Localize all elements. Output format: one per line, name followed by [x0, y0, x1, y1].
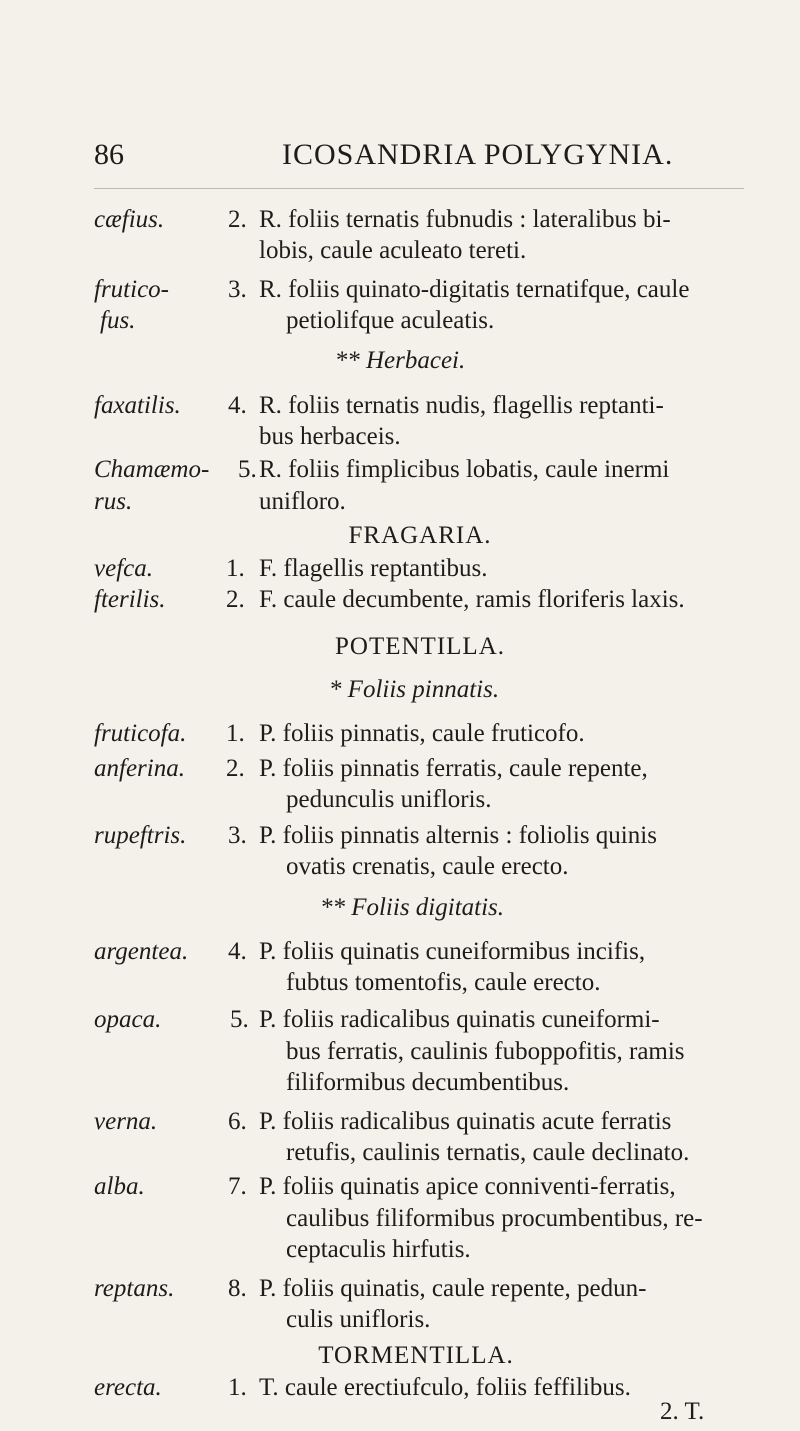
species-description: caulibus filiformibus procumbentibus, re- — [286, 1205, 703, 1232]
species-number: 2. — [226, 755, 245, 782]
section-heading: ** Foliis digitatis. — [319, 894, 505, 921]
genus-heading: FRAGARIA. — [348, 522, 492, 549]
species-description: bus ferratis, caulinis fuboppofitis, ramis — [286, 1038, 685, 1065]
species-number: 1. — [226, 555, 245, 582]
species-description: bus herbaceis. — [259, 423, 401, 450]
species-name: vefca. — [94, 555, 153, 582]
species-description: retufis, caulinis ternatis, caule declinato. — [286, 1139, 690, 1166]
species-description: unifloro. — [259, 488, 346, 515]
species-name: rus. — [94, 488, 133, 515]
species-description: petiolifque aculeatis. — [286, 307, 495, 334]
page-number: 86 — [94, 138, 124, 171]
species-name: argentea. — [94, 938, 189, 965]
species-description: T. caule erectiufculo, foliis feffilibus. — [259, 1374, 631, 1401]
section-heading: * Foliis pinnatis. — [328, 676, 500, 703]
species-name: verna. — [94, 1108, 158, 1135]
species-description: P. foliis quinatis cuneiformibus incifis, — [259, 938, 646, 965]
species-number: 3. — [228, 822, 247, 849]
species-number: 4. — [228, 938, 247, 965]
species-description: pedunculis unifloris. — [286, 786, 492, 813]
species-description: P. foliis pinnatis ferratis, caule repente, — [259, 755, 648, 782]
species-description: P. foliis radicalibus quinatis acute ferratis — [259, 1108, 672, 1135]
species-number: 5. — [230, 1006, 249, 1033]
species-name: fus. — [100, 307, 136, 334]
species-description: P. foliis quinatis, caule repente, pedun- — [259, 1275, 647, 1302]
species-name: opaca. — [94, 1006, 162, 1033]
species-description: P. foliis pinnatis alternis : foliolis quinis — [259, 822, 657, 849]
species-number: 7. — [228, 1173, 247, 1200]
species-name: fterilis. — [94, 586, 166, 613]
species-description: filiformibus decumbentibus. — [286, 1069, 570, 1096]
species-name: Chamæmo- — [94, 456, 210, 483]
species-name: cæfius. — [94, 206, 165, 233]
species-name: rupeftris. — [94, 822, 187, 849]
species-description: F. flagellis reptantibus. — [259, 555, 488, 582]
species-description: culis unifloris. — [286, 1306, 431, 1333]
species-number: 1. — [228, 1374, 247, 1401]
species-description: F. caule decumbente, ramis floriferis laxis. — [259, 586, 685, 613]
header-rule — [94, 188, 744, 189]
species-description: P. foliis radicalibus quinatis cuneiformi- — [259, 1006, 660, 1033]
species-number: 2. — [226, 586, 245, 613]
species-name: reptans. — [94, 1275, 175, 1302]
species-number: 5. — [238, 456, 257, 483]
species-description: R. foliis quinato-digitatis ternatifque, caule — [259, 276, 690, 303]
genus-heading: TORMENTILLA. — [318, 1342, 514, 1369]
species-description: P. foliis pinnatis, caule fruticofo. — [259, 720, 585, 747]
species-description: ceptaculis hirfutis. — [286, 1236, 471, 1263]
species-name: erecta. — [94, 1374, 162, 1401]
species-description: ovatis crenatis, caule erecto. — [286, 853, 569, 880]
species-number: 6. — [228, 1108, 247, 1135]
species-description: R. foliis ternatis fubnudis : lateralibus bi- — [259, 206, 671, 233]
species-number: 4. — [228, 392, 247, 419]
species-number: 1. — [226, 720, 245, 747]
section-heading: ** Herbacei. — [334, 347, 466, 374]
catchword: 2. T. — [660, 1398, 705, 1425]
species-number: 8. — [228, 1275, 247, 1302]
species-name: frutico- — [94, 276, 169, 303]
running-title: ICOSANDRIA POLYGYNIA. — [282, 138, 674, 171]
species-name: faxatilis. — [94, 392, 181, 419]
species-name: alba. — [94, 1173, 145, 1200]
species-description: P. foliis quinatis apice conniventi-ferratis, — [259, 1173, 676, 1200]
genus-heading: POTENTILLA. — [335, 633, 505, 660]
species-number: 3. — [228, 276, 247, 303]
species-name: anferina. — [94, 755, 185, 782]
species-description: R. foliis ternatis nudis, flagellis reptanti- — [259, 392, 664, 419]
species-number: 2. — [228, 206, 247, 233]
species-description: R. foliis fimplicibus lobatis, caule inermi — [259, 456, 670, 483]
species-description: fubtus tomentofis, caule erecto. — [286, 969, 601, 996]
species-name: fruticofa. — [94, 720, 187, 747]
species-description: lobis, caule aculeato tereti. — [259, 237, 527, 264]
